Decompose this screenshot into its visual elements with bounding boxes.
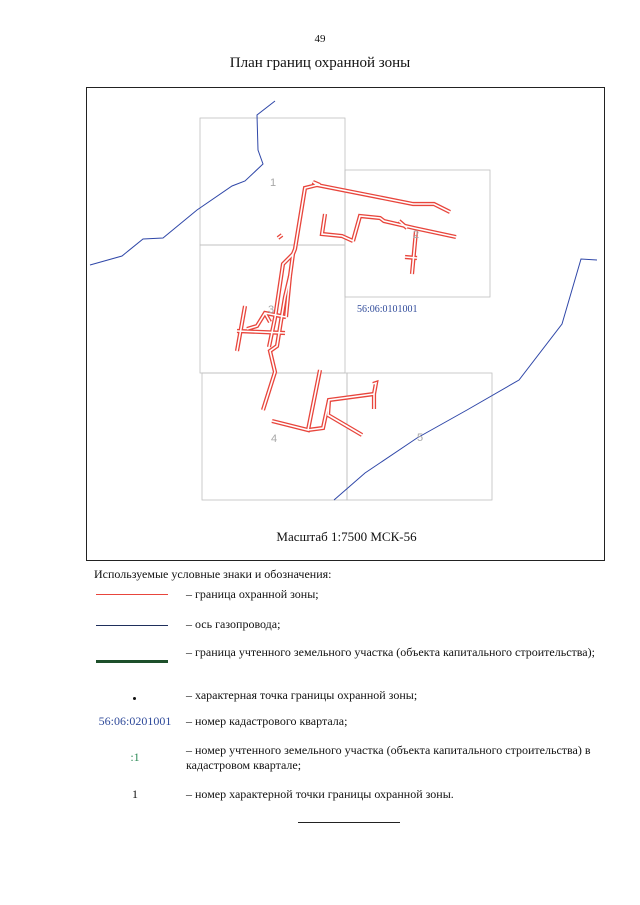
legend-text: – номер учтенного земельного участка (объекта капитального строительства) в кадастровом квартале; <box>186 743 591 772</box>
page-number: 49 <box>314 33 326 45</box>
page-title: План границ охранной зоны <box>229 55 411 71</box>
map-plan <box>87 88 606 562</box>
legend-text: – граница охранной зоны; <box>186 587 319 601</box>
legend-symbol-point-number: 1 <box>132 787 138 801</box>
map-frame <box>86 87 605 561</box>
legend-text: – номер кадастрового квартала; <box>186 714 348 728</box>
bottom-rule <box>298 822 400 823</box>
pipeline-axis <box>90 101 597 500</box>
legend-text: – характерная точка границы охранной зоны; <box>186 688 418 702</box>
pipeline-axis-east <box>334 259 597 500</box>
section-number: 3 <box>268 304 275 316</box>
legend-title: Используемые условные знаки и обозначения: <box>94 567 332 581</box>
map-scale: Масштаб 1:7500 МСК-56 <box>276 529 417 544</box>
legend-text: – граница учтенного земельного участка (объекта капитального строительства); <box>186 645 595 659</box>
section-number: 1 <box>270 177 277 189</box>
section-number: 2 <box>413 229 420 241</box>
section-number: 4 <box>271 433 278 445</box>
legend-symbol-plot-number: :1 <box>130 750 140 764</box>
legend-text: – ось газопровода; <box>186 617 281 631</box>
pipeline-axis-north <box>90 101 275 265</box>
cadastral-quarter-label: 56:06:0101001 <box>357 304 418 315</box>
legend-text: – номер характерной точки границы охранной зоны. <box>186 787 454 801</box>
legend-symbol-cadastral-number: 56:06:0201001 <box>98 714 172 728</box>
section-number: 5 <box>417 432 424 444</box>
